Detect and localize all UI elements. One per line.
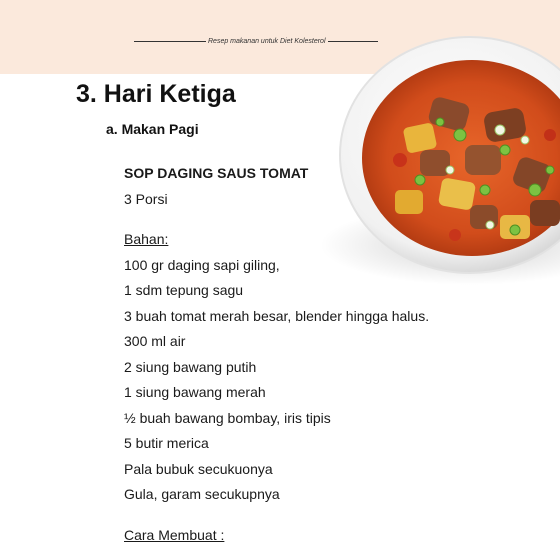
ingredient-item: 1 sdm tepung sagu	[124, 282, 244, 298]
ingredient-item: Pala bubuk secukuonya	[124, 460, 273, 477]
ingredient-item: 5 butir merica	[124, 435, 209, 451]
ingredient-item: 100 gr daging sapi giling,	[124, 256, 280, 273]
ingredient-item: 300 ml air	[124, 333, 186, 349]
ingredient-item: 3 buah tomat merah besar, blender hingga halus.	[124, 307, 430, 324]
ingredient-item: 1 siung bawang merah	[124, 384, 266, 400]
recipe-block	[124, 161, 464, 548]
recipe-title: SOP DAGING SAUS TOMAT	[124, 165, 309, 181]
recipe-servings: 3 Porsi	[124, 190, 168, 207]
ingredient-item: ½ buah bawang bombay, iris tipis	[124, 409, 331, 426]
ingredient-item: 2 siung bawang putih	[124, 358, 257, 375]
section-heading: 3. Hari Ketiga	[76, 80, 236, 108]
method-label: Cara Membuat :	[124, 526, 225, 543]
meal-subheading: a. Makan Pagi	[106, 121, 199, 137]
spacer	[124, 508, 464, 523]
ingredients-list	[124, 253, 464, 508]
running-header-text: Resep makanan untuk Diet Kolesterol	[208, 38, 326, 45]
header-rule-left	[134, 41, 206, 42]
ingredients-label: Bahan:	[124, 231, 169, 247]
spacer	[124, 212, 464, 227]
ingredient-item: Gula, garam secukupnya	[124, 486, 280, 502]
